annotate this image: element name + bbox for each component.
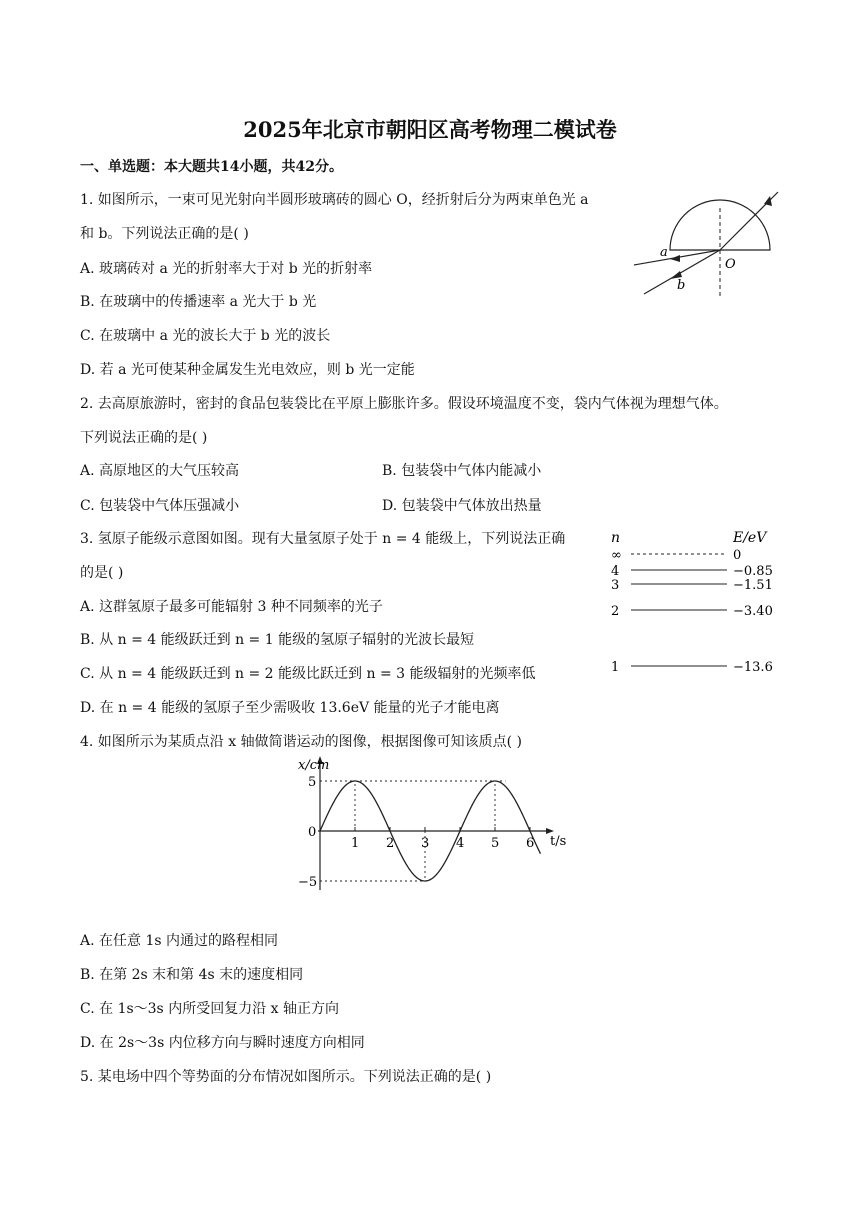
y-axis-label: x/cm — [298, 758, 330, 773]
q1-stem-line1: 1. 如图所示，一束可见光射向半圆形玻璃砖的圆心 O，经折射后分为两束单色光 a — [80, 192, 589, 208]
q3-option-c: C. 从 n = 4 能级跃迁到 n = 2 能级比跃迁到 n = 3 能级辐射的光频率低 — [80, 666, 536, 682]
energy-level-n: 1 — [611, 660, 620, 675]
q2-option-d: D. 包装袋中气体放出热量 — [382, 498, 542, 514]
y-tick-label: 0 — [308, 825, 317, 840]
x-tick-label: 3 — [421, 836, 430, 851]
label-a: a — [660, 245, 668, 260]
energy-level-value: −1.51 — [733, 578, 773, 593]
label-o: O — [725, 257, 736, 272]
q1-option-a: A. 玻璃砖对 a 光的折射率大于对 b 光的折射率 — [80, 261, 373, 277]
energy-header-n: n — [611, 530, 621, 546]
ray-a-arrow — [670, 255, 680, 262]
energy-header-e: E/eV — [733, 530, 767, 546]
q2-option-c: C. 包装袋中气体压强减小 — [80, 498, 240, 514]
q4-option-c: C. 在 1s～3s 内所受回复力沿 x 轴正方向 — [80, 1001, 339, 1017]
section-heading: 一、单选题：本大题共14小题，共42分。 — [80, 159, 343, 175]
energy-level-n: 4 — [611, 564, 620, 579]
energy-level-n: 2 — [611, 604, 620, 619]
energy-level-value: −3.40 — [733, 604, 773, 619]
energy-level-value: −0.85 — [733, 564, 773, 579]
energy-level-value: 0 — [733, 548, 742, 563]
x-tick-label: 6 — [526, 836, 535, 851]
q4-option-d: D. 在 2s～3s 内位移方向与瞬时速度方向相同 — [80, 1035, 365, 1051]
x-tick-label: 1 — [351, 836, 360, 851]
page-title: 2025年北京市朝阳区高考物理二模试卷 — [243, 117, 617, 142]
q1-option-c: C. 在玻璃中 a 光的波长大于 b 光的波长 — [80, 328, 331, 344]
q1-option-b: B. 在玻璃中的传播速率 a 光大于 b 光 — [80, 294, 317, 310]
x-axis-label: t/s — [550, 834, 567, 849]
q2-option-b: B. 包装袋中气体内能减小 — [382, 463, 542, 479]
x-tick-label: 4 — [456, 836, 465, 851]
label-b: b — [677, 278, 686, 293]
q3-option-b: B. 从 n = 4 能级跃迁到 n = 1 能级的氢原子辐射的光波长最短 — [80, 632, 475, 648]
q3-energy-level-diagram — [605, 528, 790, 678]
x-tick-label: 5 — [491, 836, 500, 851]
q2-stem-line1: 2. 去高原旅游时，密封的食品包装袋比在平原上膨胀许多。假设环境温度不变，袋内气体视为理想气体。 — [80, 396, 728, 412]
q3-stem-line2: 的是( ) — [80, 565, 124, 581]
energy-level-n: ∞ — [611, 548, 622, 563]
q1-option-d: D. 若 a 光可使某种金属发生光电效应，则 b 光一定能 — [80, 362, 415, 378]
q3-option-a: A. 这群氢原子最多可能辐射 3 种不同频率的光子 — [80, 599, 383, 615]
y-tick-label: −5 — [298, 875, 318, 890]
q3-stem-line1: 3. 氢原子能级示意图如图。现有大量氢原子处于 n = 4 能级上，下列说法正确 — [80, 531, 566, 547]
q1-stem-line2: 和 b。下列说法正确的是( ) — [80, 226, 249, 242]
x-tick-label: 2 — [386, 836, 395, 851]
q4-option-b: B. 在第 2s 末和第 4s 末的速度相同 — [80, 967, 304, 983]
q4-shm-chart — [290, 752, 570, 892]
q2-option-a: A. 高原地区的大气压较高 — [80, 463, 240, 479]
q4-stem-line1: 4. 如图所示为某质点沿 x 轴做简谐运动的图像，根据图像可知该质点( ) — [80, 734, 522, 750]
q3-option-d: D. 在 n = 4 能级的氢原子至少需吸收 13.6eV 能量的光子才能电离 — [80, 700, 500, 716]
q1-refraction-figure — [630, 190, 790, 300]
y-tick-label: 5 — [308, 775, 317, 790]
energy-level-n: 3 — [611, 578, 620, 593]
energy-level-value: −13.6 — [733, 660, 773, 675]
q2-stem-line2: 下列说法正确的是( ) — [80, 430, 208, 446]
q5-stem-line1: 5. 某电场中四个等势面的分布情况如图所示。下列说法正确的是( ) — [80, 1069, 492, 1085]
q4-option-a: A. 在任意 1s 内通过的路程相同 — [80, 933, 279, 949]
